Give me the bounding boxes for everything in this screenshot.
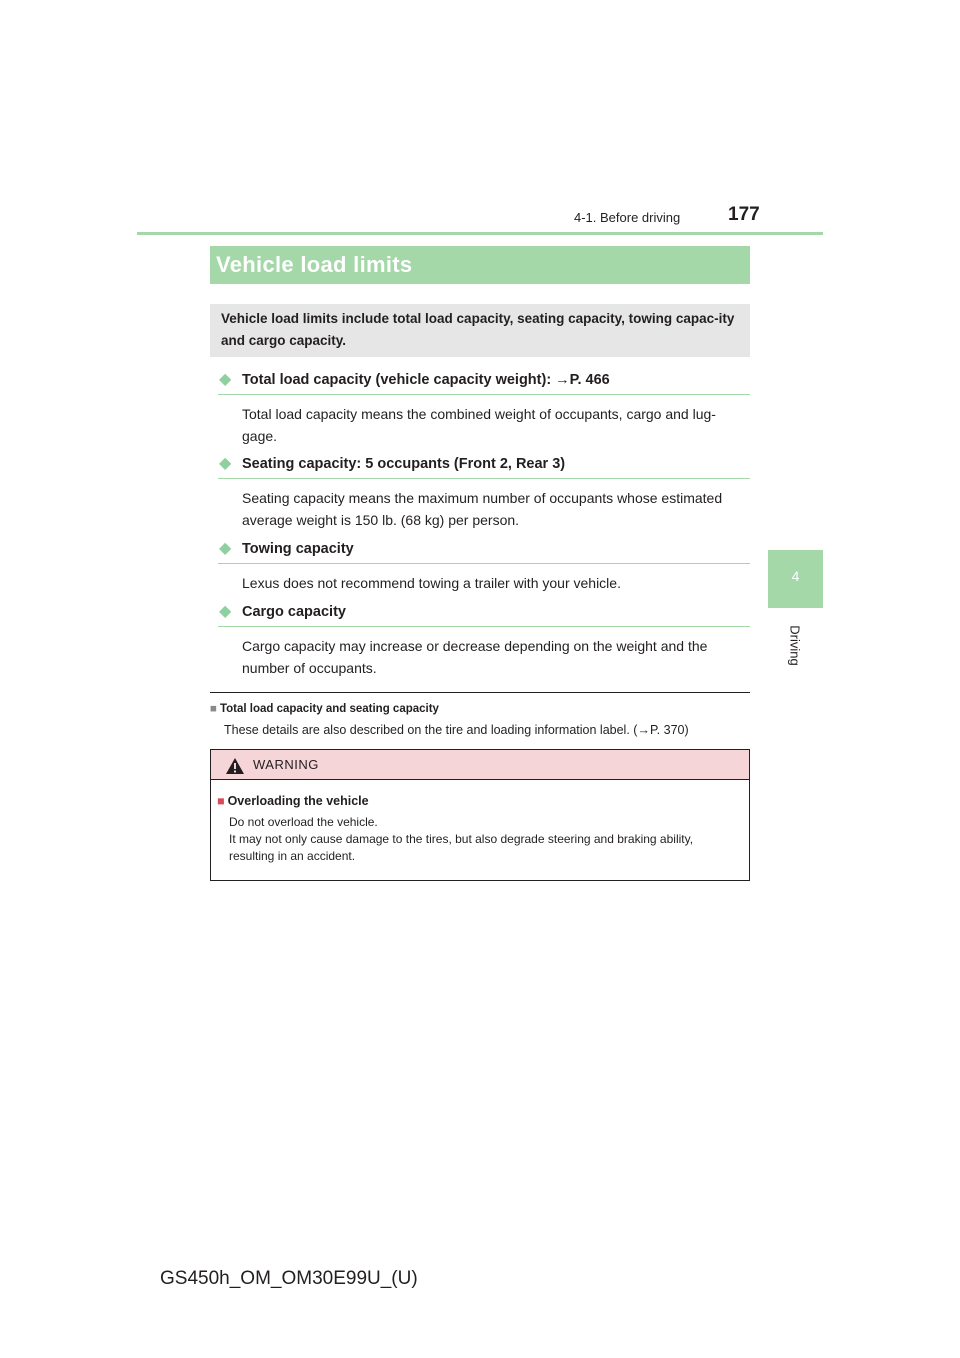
section-divider bbox=[210, 692, 750, 693]
warning-box bbox=[210, 749, 750, 881]
warning-header bbox=[211, 750, 749, 780]
diamond-bullet-icon: ◆ bbox=[219, 540, 232, 557]
item-title: Seating capacity: 5 occupants (Front 2, Rear 3) bbox=[242, 456, 566, 472]
item-heading bbox=[218, 370, 750, 395]
item-body: Cargo capacity may increase or decrease depending on the weight and the number of occupants. bbox=[242, 638, 708, 676]
warning-line: Do not overload the vehicle. bbox=[229, 815, 378, 829]
item-body: Seating capacity means the maximum number of occupants whose estimated average weight is 150 lb. (68 kg) per person. bbox=[242, 490, 723, 528]
chapter-tab bbox=[768, 550, 823, 608]
item-title: Towing capacity bbox=[242, 541, 354, 557]
diamond-bullet-icon: ◆ bbox=[219, 455, 232, 472]
item-title: Cargo capacity bbox=[242, 604, 346, 620]
chapter-label: Driving bbox=[787, 625, 803, 666]
warning-triangle-icon bbox=[225, 757, 245, 775]
load-item-cargo bbox=[218, 602, 750, 679]
item-title: Total load capacity (vehicle capacity weight): →P. 466 bbox=[242, 372, 610, 388]
warning-heading-text: Overloading the vehicle bbox=[227, 794, 369, 808]
item-body: Total load capacity means the combined weight of occupants, cargo and lug-gage. bbox=[242, 406, 716, 444]
warning-heading bbox=[217, 794, 369, 808]
document-code: GS450h_OM_OM30E99U_(U) bbox=[160, 1268, 418, 1289]
item-heading bbox=[218, 539, 750, 564]
intro-box bbox=[210, 304, 750, 357]
load-item-towing bbox=[218, 539, 750, 594]
item-heading bbox=[218, 454, 750, 479]
chapter-number: 4 bbox=[791, 568, 800, 584]
load-item-seating bbox=[218, 454, 750, 531]
square-bullet-icon: ■ bbox=[210, 703, 217, 715]
square-bullet-icon: ■ bbox=[217, 794, 225, 808]
diamond-bullet-icon: ◆ bbox=[219, 371, 232, 388]
item-body: Lexus does not recommend towing a trailer with your vehicle. bbox=[242, 575, 621, 591]
warning-line: It may not only cause damage to the tires, but also degrade steering and braking ability, bbox=[229, 832, 694, 846]
item-heading bbox=[218, 602, 750, 627]
page-title: Vehicle load limits bbox=[216, 252, 413, 277]
intro-text: Vehicle load limits include total load capacity, seating capacity, towing capac-ity and cargo capacity. bbox=[221, 311, 735, 348]
warning-label: WARNING bbox=[253, 757, 319, 772]
diamond-bullet-icon: ◆ bbox=[219, 603, 232, 620]
note-heading-text: Total load capacity and seating capacity bbox=[219, 703, 439, 715]
header-rule bbox=[137, 232, 823, 235]
warning-line: resulting in an accident. bbox=[229, 849, 356, 863]
load-item-total bbox=[218, 370, 750, 447]
note-heading bbox=[210, 703, 439, 715]
page-number: 177 bbox=[728, 204, 760, 225]
page-title-banner bbox=[210, 246, 750, 284]
section-title: 4-1. Before driving bbox=[574, 210, 681, 225]
note-body: These details are also described on the tire and loading information label. (→P. 370) bbox=[224, 723, 689, 737]
